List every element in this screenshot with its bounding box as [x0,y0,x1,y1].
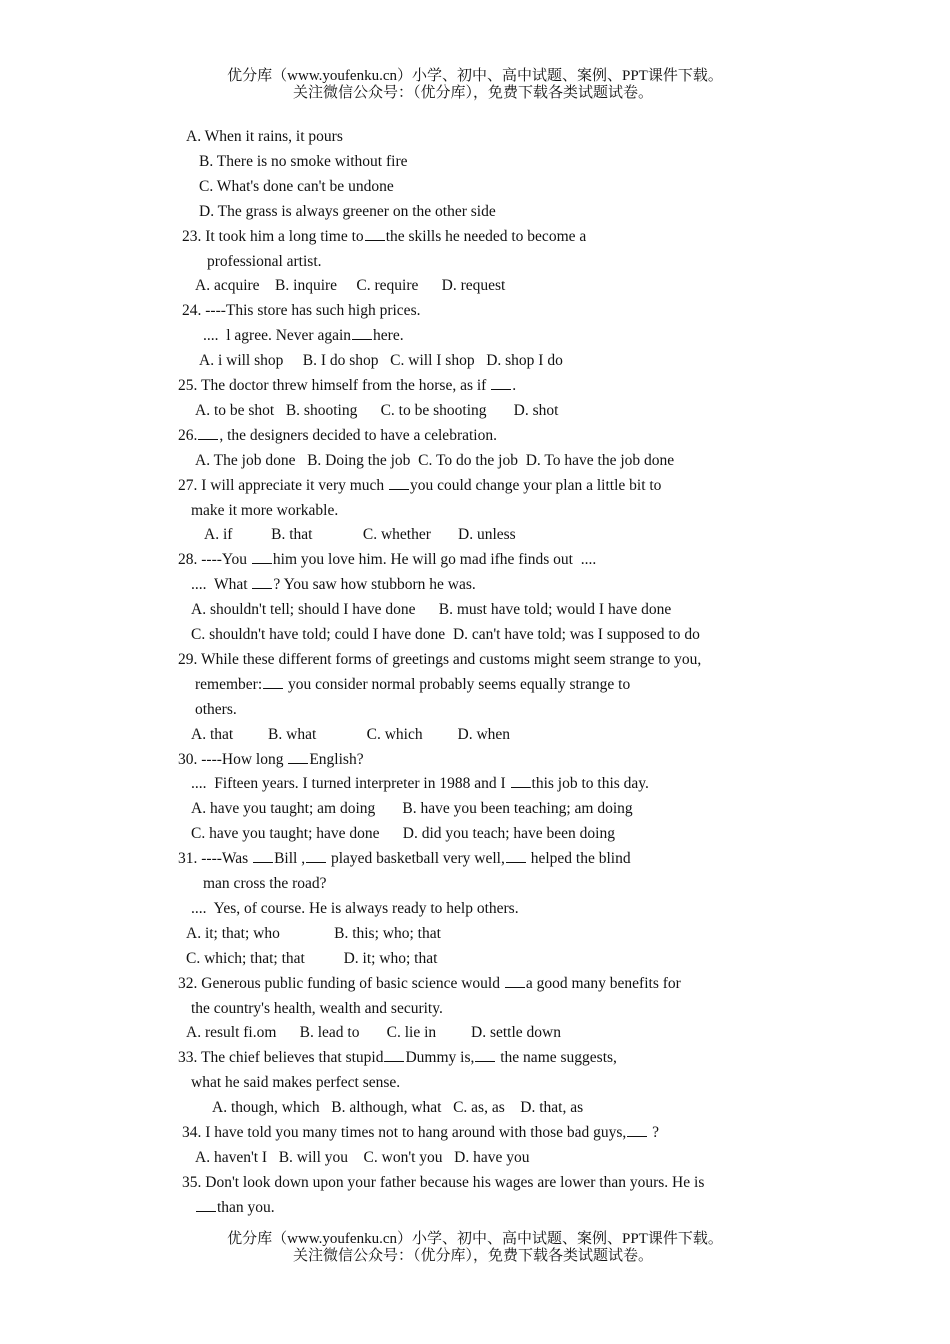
text-segment: B. There is no smoke without fire [199,152,408,170]
text-segment: others. [195,700,237,718]
answer-blank [506,848,526,863]
text-line [178,846,631,871]
header-line-2: 关注微信公众号：（优分库），免费下载各类试题试卷。 [292,85,653,101]
text-segment: A. to be shot B. shooting C. to be shooting D. shot [195,401,559,419]
text-line [178,647,701,672]
text-line [195,697,237,722]
text-segment: .... Yes, of course. He is always ready to help others. [191,899,519,917]
text-segment: helped the blind [526,850,631,868]
text-line [195,273,505,298]
text-segment: him you love him. He will go mad ifhe finds out .... [272,551,597,569]
text-line [191,498,338,523]
text-segment: man cross the road? [203,875,327,892]
answer-blank [491,375,511,390]
text-line [195,1145,530,1170]
answer-blank [263,674,283,689]
text-segment: C. have you taught; have done D. did you teach; have been doing [191,825,615,843]
answer-blank [627,1122,647,1137]
text-line [191,896,519,921]
text-segment: A. i will shop B. I do shop C. will I shop D. shop I do [199,352,563,370]
text-segment: 24. ----This store has such high prices. [182,302,421,320]
text-segment: 23. It took him a long time to [182,227,364,245]
text-line [178,473,661,498]
text-segment: you consider normal probably seems equally strange to [284,675,631,693]
text-segment: A. if B. that C. whether D. unless [204,526,516,544]
text-line [191,1070,400,1095]
answer-blank [384,1047,404,1062]
answer-blank [365,226,385,241]
text-segment: 34. I have told you many times not to hang around with those bad guys, [182,1124,627,1141]
text-segment: the skills he needed to become a [385,227,587,245]
text-line [199,149,408,174]
answer-blank [475,1047,495,1062]
text-segment: what he said makes perfect sense. [191,1074,401,1092]
answer-blank [252,549,272,564]
header-line-1: 优分库（www.youfenku.cn）小学、初中、高中试题、案例、PPT课件下载。 [227,68,723,84]
text-segment: than you. [217,1198,275,1216]
answer-blank [198,425,218,440]
text-line [182,1120,659,1145]
text-segment: this job to this day. [531,775,649,793]
text-segment: 29. While these different forms of greetings and customs might seem strange to you, [178,650,702,668]
text-line [186,921,441,946]
text-line [178,971,681,996]
text-segment: , the designers decided to have a celebration. [219,426,497,444]
text-segment: .... Fifteen years. I turned interpreter in 1988 and I [191,775,510,793]
text-segment: played basketball very well, [327,850,505,868]
answer-blank [288,749,308,764]
text-line [204,522,516,547]
text-line [195,672,630,697]
text-line [178,747,364,772]
answer-blank [511,773,531,788]
text-segment: 35. Don't look down upon your father because his wages are lower than yours. He is [182,1173,705,1191]
footer-line-2: 关注微信公众号：（优分库），免费下载各类试题试卷。 [292,1248,653,1264]
text-segment: .... l agree. Never again [203,327,352,345]
text-line [207,249,322,274]
text-segment: English? [309,750,364,768]
text-segment: Dummy is, [405,1049,475,1067]
text-segment: A. that B. what C. which D. when [191,725,511,743]
text-segment: 32. Generous public funding of basic science would [178,974,504,992]
text-line [186,946,437,971]
text-segment: you could change your plan a little bit to [410,476,662,494]
text-segment: 30. ----How long [178,750,288,768]
text-line [191,996,443,1021]
text-segment: 27. I will appreciate it very much [178,476,389,494]
text-line [191,572,476,597]
text-segment: A. it; that; who B. this; who; that [186,924,441,942]
text-line [191,597,671,622]
text-line [203,323,404,348]
text-segment: A. When it rains, it pours [186,128,343,145]
text-segment: A. haven't I B. will you C. won't you D. have you [195,1148,530,1166]
page-header [0,68,950,102]
text-segment: 25. The doctor threw himself from the horse, as if [178,377,491,394]
answer-blank [352,325,372,340]
answer-blank [253,848,273,863]
text-line [178,423,497,448]
text-line [182,224,586,249]
text-segment: 33. The chief believes that stupid [178,1049,384,1067]
text-line [178,547,596,572]
text-line [191,771,649,796]
text-line [191,821,615,846]
answer-blank [252,574,272,589]
answer-blank [389,475,409,490]
text-segment: 26. [178,426,198,444]
text-segment: 28. ----You [178,551,251,569]
text-segment: ? [648,1124,660,1141]
text-line [186,1020,561,1045]
text-segment: make it more workable. [191,501,339,519]
text-segment: A. result fi.om B. lead to C. lie in D. settle down [186,1024,561,1042]
text-line [178,373,516,398]
text-line [191,722,510,747]
footer-line-1: 优分库（www.youfenku.cn）小学、初中、高中试题、案例、PPT课件下载。 [227,1231,723,1247]
text-segment: C. which; that; that D. it; who; that [186,949,438,967]
text-line [199,199,496,224]
text-segment: the country's health, wealth and security. [191,999,443,1017]
page-footer [0,1231,950,1265]
text-line [191,796,633,821]
text-line [195,1195,275,1220]
answer-blank [196,1197,216,1212]
text-segment: A. acquire B. inquire C. require D. request [195,277,506,295]
text-segment: C. What's done can't be undone [199,177,394,195]
text-line [203,871,327,896]
text-line [195,448,674,473]
text-segment: .... What [191,576,252,594]
text-line [182,298,420,323]
text-line [199,348,563,373]
text-line [195,398,558,423]
text-segment: professional artist. [207,252,322,270]
answer-blank [306,848,326,863]
answer-blank [505,973,525,988]
text-segment: D. The grass is always greener on the other side [199,202,496,220]
text-line [182,1170,704,1195]
text-line [191,622,700,647]
text-segment: 31. ----Was [178,850,253,868]
text-segment: Bill , [274,850,306,868]
text-line [199,174,394,199]
text-segment: A. The job done B. Doing the job C. To do the job D. To have the job done [195,451,675,469]
text-segment: . [512,377,517,394]
text-segment: A. shouldn't tell; should I have done B. must have told; would I have done [191,601,672,619]
text-line [178,1045,617,1070]
text-segment: here. [373,327,404,345]
text-segment: a good many benefits for [525,974,681,992]
text-segment: ? You saw how stubborn he was. [273,576,476,594]
text-segment: C. shouldn't have told; could I have done D. can't have told; was I supposed to do [191,626,700,643]
text-segment: A. though, which B. although, what C. as, as D. that, as [212,1099,584,1117]
text-segment: remember: [195,675,263,693]
text-segment: A. have you taught; am doing B. have you been teaching; am doing [191,800,633,818]
text-line [212,1095,583,1120]
text-segment: the name suggests, [496,1049,617,1067]
text-line [186,124,343,149]
